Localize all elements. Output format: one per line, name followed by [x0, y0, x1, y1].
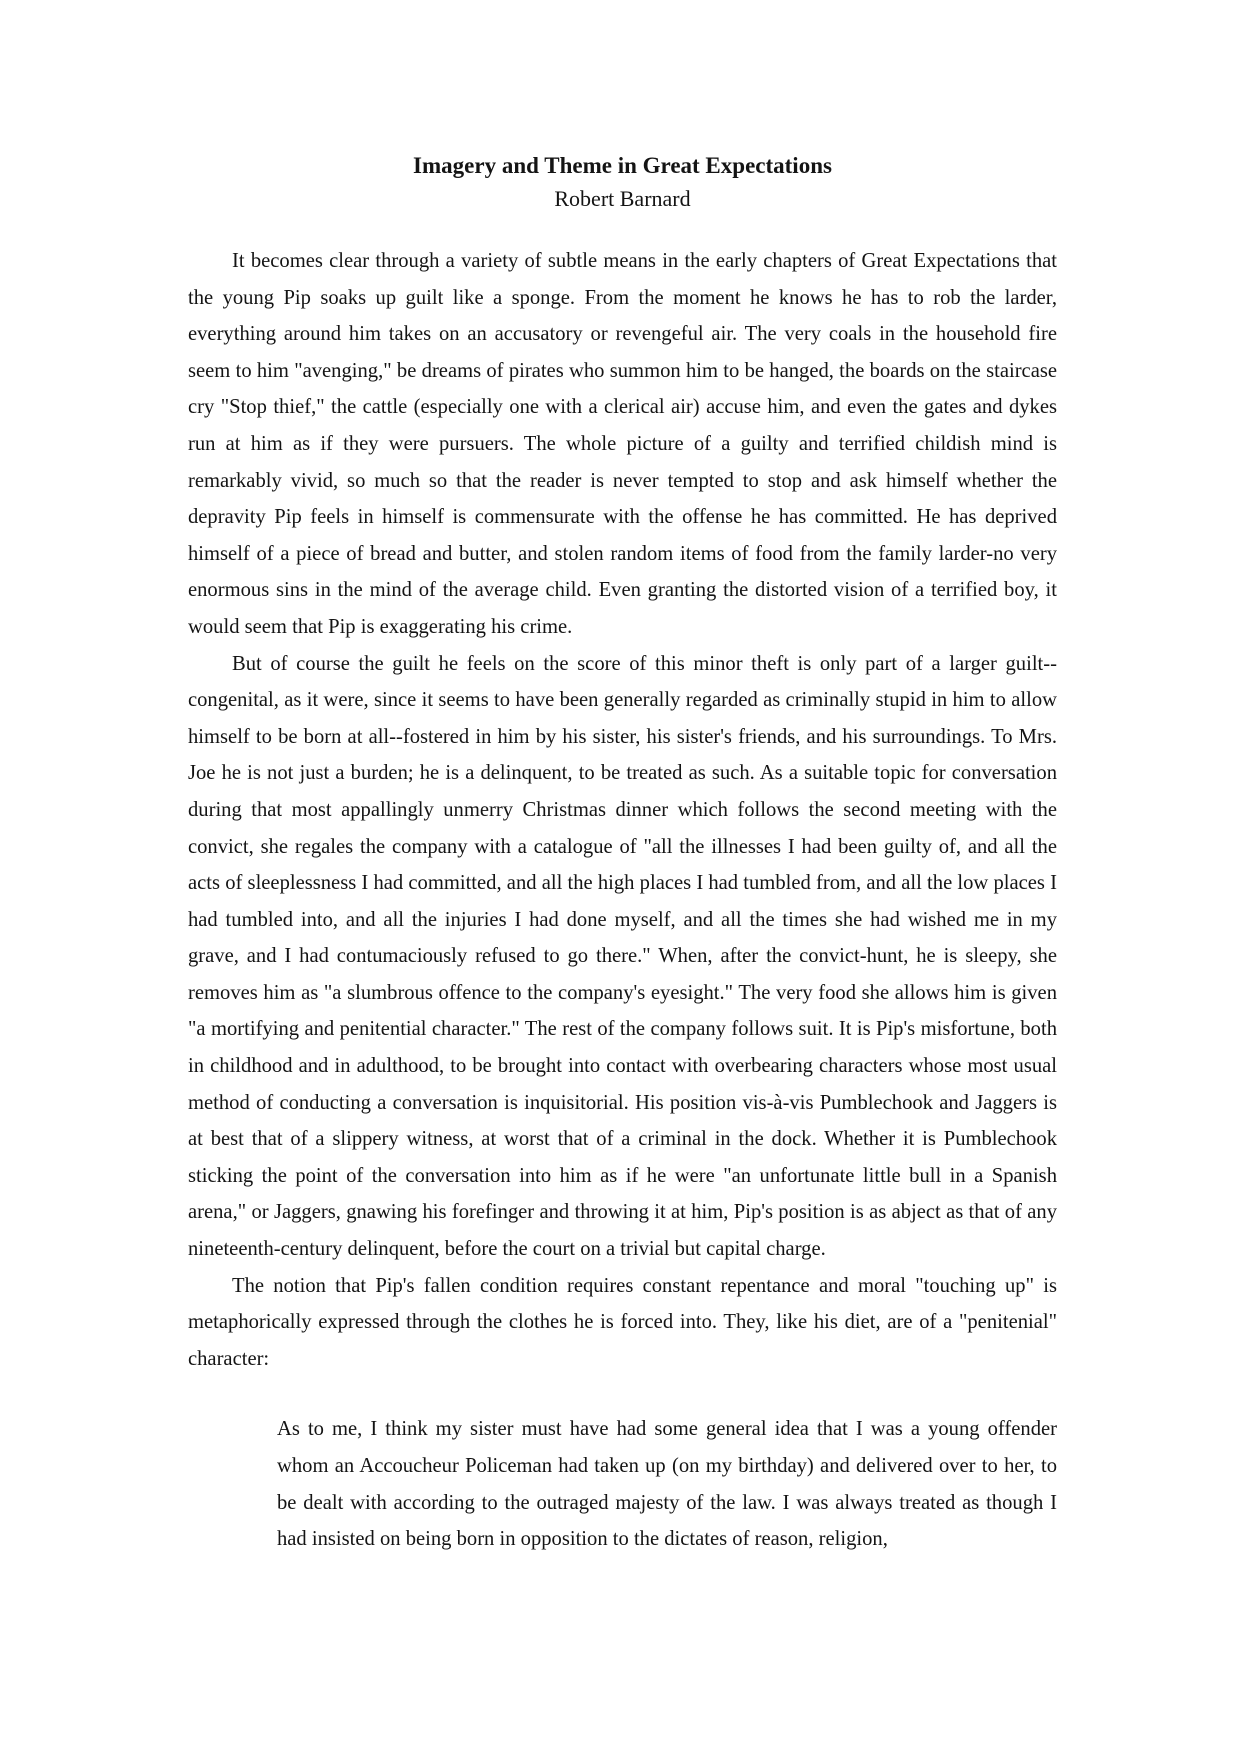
block-quote: As to me, I think my sister must have had some general idea that I was a young offender whom an Accoucheur Policeman had taken up (on my birthday) and delivered over to her, to be dealt with according to the outraged majesty of the law. I was always treated as though I had insisted on being born in opposition to the dictates of reason, religion, [277, 1418, 1057, 1551]
document-body [188, 243, 1057, 1558]
body-paragraph: It becomes clear through a variety of subtle means in the early chapters of Great Expectations that the young Pip soaks up guilt like a sponge. From the moment he knows he has to rob the larder, everything around him takes on an accusatory or revengeful air. The very coals in the household fire seem to him "avenging," be dreams of pirates who summon him to be hanged, the boards on the staircase cry "Stop thief," the cattle (especially one with a clerical air) accuse him, and even the gates and dykes run at him as if they were pursuers. The whole picture of a guilty and terrified childish mind is remarkably vivid, so much so that the reader is never tempted to stop and ask himself whether the depravity Pip feels in himself is commensurate with the offense he has committed. He has deprived himself of a piece of bread and butter, and stolen random items of food from the family larder-no very enormous sins in the mind of the average child. Even granting the distorted vision of a terrified boy, it would seem that Pip is exaggerating his crime. [188, 250, 1057, 638]
document-page [188, 150, 1057, 1558]
body-paragraph: The notion that Pip's fallen condition requires constant repentance and moral "touching up" is metaphorically expressed through the clothes he is forced into. They, like his diet, are of a "penitenial" character: [188, 1274, 1057, 1370]
document-author: Robert Barnard [554, 186, 691, 211]
body-paragraph: But of course the guilt he feels on the score of this minor theft is only part of a larger guilt--congenital, as it were, since it seems to have been generally regarded as criminally stupid in him to allow himself to be born at all--fostered in him by his sister, his sister's friends, and his surroundings. To Mrs. Joe he is not just a burden; he is a delinquent, to be treated as such. As a suitable topic for conversation during that most appallingly unmerry Christmas dinner which follows the second meeting with the convict, she regales the company with a catalogue of "all the illnesses I had been guilty of, and all the acts of sleeplessness I had committed, and all the high places I had tumbled from, and all the low places I had tumbled into, and all the injuries I had done myself, and all the times she had wished me in my grave, and I had contumaciously refused to go there." When, after the convict-hunt, he is sleepy, she removes him as "a slumbrous offence to the company's eyesight." The very food she allows him is given "a mortifying and penitential character." The rest of the company follows suit. It is Pip's misfortune, both in childhood and in adulthood, to be brought into contact with overbearing characters whose most usual method of conducting a conversation is inquisitorial. His position vis-à-vis Pumblechook and Jaggers is at best that of a slippery witness, at worst that of a criminal in the dock. Whether it is Pumblechook sticking the point of the conversation into him as if he were "an unfortunate little bull in a Spanish arena," or Jaggers, gnawing his forefinger and throwing it at him, Pip's position is as abject as that of any nineteenth-century delinquent, before the court on a trivial but capital charge. [188, 652, 1057, 1261]
document-title: Imagery and Theme in Great Expectations [413, 153, 832, 178]
